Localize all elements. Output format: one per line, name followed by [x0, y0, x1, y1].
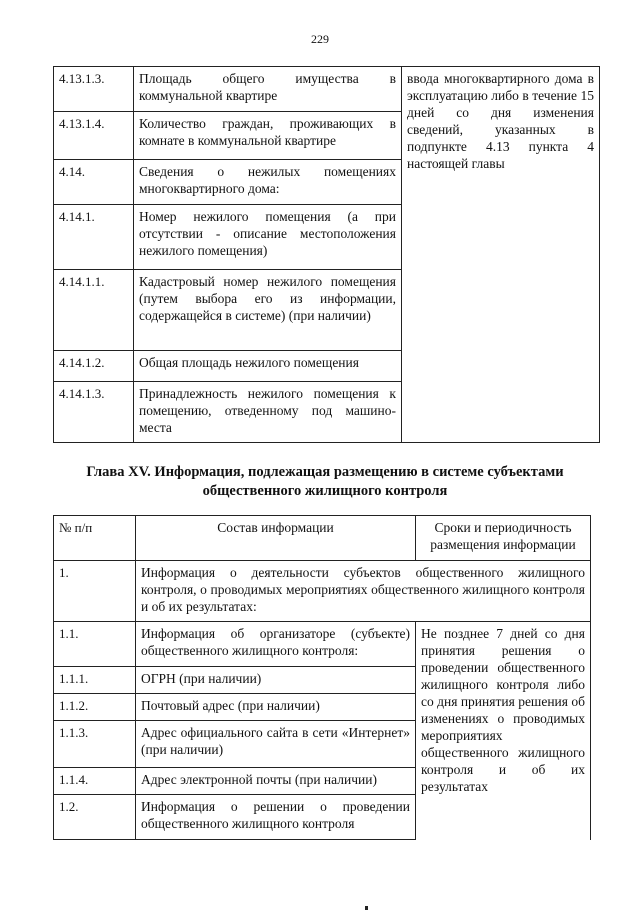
row-text: Информация о решении о проведении общественного жилищного контроля	[136, 795, 416, 840]
row-number: 4.13.1.3.	[54, 67, 134, 112]
table-row	[54, 622, 591, 667]
row-text: Адрес электронной почты (при наличии)	[136, 768, 416, 795]
row-number: 4.14.1.3.	[54, 382, 134, 443]
header-deadline: Сроки и периодичность размещения информации	[416, 516, 591, 561]
header-content: Состав информации	[136, 516, 416, 561]
row-number: 1.	[54, 561, 136, 622]
row-text: Сведения о нежилых помещениях многоквартирного дома:	[134, 160, 402, 205]
row-text: Количество граждан, проживающих в комнате в коммунальной квартире	[134, 112, 402, 160]
chapter-heading: Глава XV. Информация, подлежащая размещению в системе субъектами общественного жилищного контроля	[86, 464, 564, 499]
row-number: 4.13.1.4.	[54, 112, 134, 160]
row-number: 1.1.1.	[54, 667, 136, 694]
row-text: Номер нежилого помещения (а при отсутствии - описание местоположения нежилого помещения)	[134, 205, 402, 270]
row-number: 1.1.3.	[54, 721, 136, 768]
row-text: Площадь общего имущества в коммунальной квартире	[134, 67, 402, 112]
deadline-cell: ввода многоквартирного дома в эксплуатацию либо в течение 15 дней со дня изменения сведений, указанных в подпункте 4.13 пункта 4 настоящей главы	[402, 67, 600, 443]
row-number: 1.2.	[54, 795, 136, 840]
row-text: Общая площадь нежилого помещения	[134, 351, 402, 382]
housing-info-table	[53, 66, 600, 443]
public-control-table	[53, 515, 591, 840]
row-number: 1.1.2.	[54, 694, 136, 721]
row-number: 4.14.1.2.	[54, 351, 134, 382]
scan-speck	[365, 906, 368, 910]
deadline-cell: Не позднее 7 дней со дня принятия решения о проведении общественного жилищного контроля либо со дня принятия решения об изменениях о проводимых мероприятиях общественного жилищного контроля и об их результатах	[416, 622, 591, 840]
row-number: 1.1.	[54, 622, 136, 667]
table-row	[54, 561, 591, 622]
row-text: Информация об организаторе (субъекте) общественного жилищного контроля:	[136, 622, 416, 667]
row-text: Кадастровый номер нежилого помещения (путем выбора его из информации, содержащейся в системе) (при наличии)	[134, 270, 402, 351]
row-text: Адрес официального сайта в сети «Интернет» (при наличии)	[136, 721, 416, 768]
row-number: 4.14.	[54, 160, 134, 205]
row-number: 4.14.1.	[54, 205, 134, 270]
page-number: 229	[311, 32, 329, 46]
row-text: Информация о деятельности субъектов общественного жилищного контроля, о проводимых мероприятиях общественного жилищного контроля и об их результатах:	[136, 561, 591, 622]
row-number: 1.1.4.	[54, 768, 136, 795]
row-number: 4.14.1.1.	[54, 270, 134, 351]
row-text: ОГРН (при наличии)	[136, 667, 416, 694]
table-header-row	[54, 516, 591, 561]
row-text: Принадлежность нежилого помещения к помещению, отведенному под машино-места	[134, 382, 402, 443]
row-text: Почтовый адрес (при наличии)	[136, 694, 416, 721]
table-row	[54, 67, 600, 112]
header-num: № п/п	[54, 516, 136, 561]
